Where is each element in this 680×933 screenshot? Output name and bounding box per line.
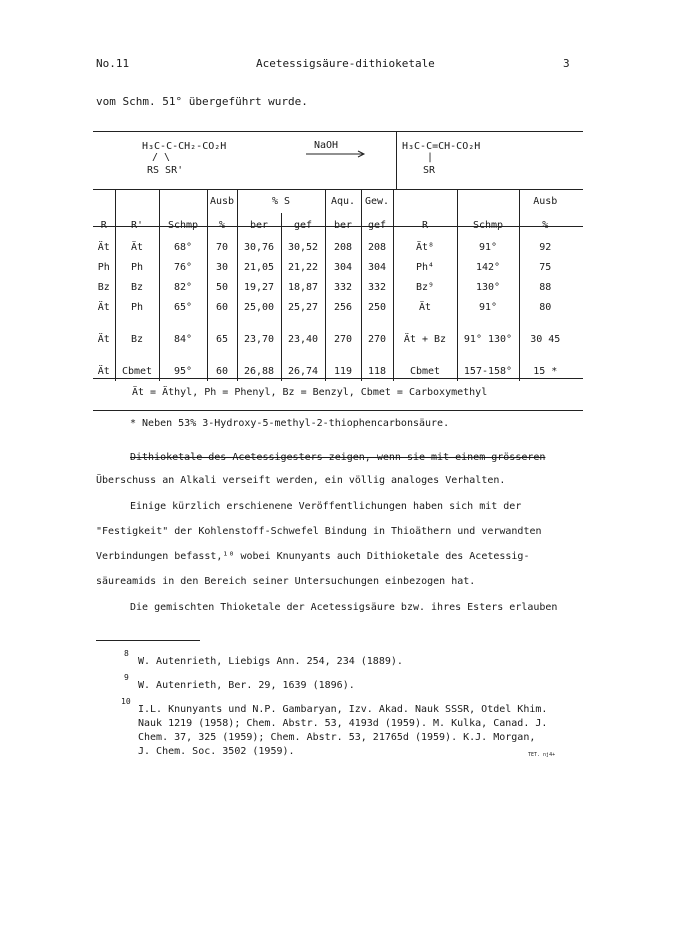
- header-cell: Schmp: [457, 213, 519, 237]
- table-cell: 26,74: [281, 361, 325, 381]
- paragraph-line: "Festigkeit" der Kohlenstoff-Schwefel Bindung in Thioäthern und verwandten: [96, 526, 542, 537]
- table-cell: 70: [207, 237, 237, 257]
- table-cell: 65°: [159, 297, 207, 317]
- table-cell: Ät: [393, 297, 457, 317]
- footnote-number: 8: [124, 649, 129, 658]
- table-cell: Cbmet: [115, 361, 159, 381]
- footnote-number: 10: [121, 697, 131, 706]
- running-title: Acetessigsäure-dithioketale: [256, 57, 435, 70]
- table-cell: 26,88: [237, 361, 281, 381]
- scheme-divider: [396, 131, 397, 189]
- header-cell: [115, 189, 159, 213]
- table-cell: 30: [207, 257, 237, 277]
- table-cell: Ät: [97, 241, 110, 253]
- table-cell: 88: [519, 277, 571, 297]
- table-cell: Ät: [97, 365, 110, 377]
- table-cell: 142°: [457, 257, 519, 277]
- table-cell: 82°: [159, 277, 207, 297]
- table-cell: 25,00: [237, 297, 281, 317]
- table-cell: 304: [325, 257, 361, 277]
- stamp-mark: TET. nj4+: [528, 752, 556, 758]
- header-cell: %: [519, 213, 571, 237]
- table-cell: Ph: [97, 261, 110, 273]
- header-cell: [393, 189, 457, 213]
- table-cell: 80: [519, 297, 571, 317]
- table-cell: Ät⁸: [393, 237, 457, 257]
- table-cell: 65: [207, 317, 237, 361]
- paragraph-line: säureamids in den Bereich seiner Untersuchungen einbezogen hat.: [96, 576, 476, 587]
- table-cell: 30 45: [519, 317, 571, 361]
- footnote-10-line: Nauk 1219 (1958); Chem. Abstr. 53, 4193d (1959). M. Kulka, Canad. J.: [138, 718, 548, 729]
- table-cell: 95°: [159, 361, 207, 381]
- header-left: No.11: [96, 57, 130, 70]
- header-cell: [159, 189, 207, 213]
- table-cell: 25,27: [281, 297, 325, 317]
- footnote-number: 9: [124, 673, 129, 682]
- table-cell: 304: [361, 257, 393, 277]
- table-cell: 130°: [457, 277, 519, 297]
- table-cell: Bz: [115, 317, 159, 361]
- table-cell: 332: [361, 277, 393, 297]
- table-cell: Ph: [115, 257, 159, 277]
- table-cell: 23,70: [237, 317, 281, 361]
- header-cell: [457, 189, 519, 213]
- header-cell: [93, 189, 115, 213]
- table-cell: 19,27: [237, 277, 281, 297]
- table-cell: 18,87: [281, 277, 325, 297]
- table-cell: 91°: [457, 237, 519, 257]
- header-cell: R': [115, 213, 159, 237]
- table-cell: 76°: [159, 257, 207, 277]
- table-cell: 332: [325, 277, 361, 297]
- table-cell: 21,22: [281, 257, 325, 277]
- table-cell: 119: [325, 361, 361, 381]
- product-formula: H₃C-C=CH-CO₂H: [402, 141, 481, 152]
- table-cell: Bz: [97, 281, 110, 293]
- table-cell: 92: [519, 237, 571, 257]
- table-cell: 60: [207, 361, 237, 381]
- table-cell: 84°: [159, 317, 207, 361]
- reagent-label: NaOH: [314, 140, 339, 151]
- header-cell: %: [207, 213, 237, 237]
- table-cell: Ät: [115, 237, 159, 257]
- table-cell: Ät: [97, 301, 110, 313]
- legend-bottom-rule: [93, 410, 583, 411]
- header-cell: R: [100, 219, 107, 231]
- table-header-row-top: [93, 189, 571, 213]
- header-cell: Ausb: [519, 189, 571, 213]
- table-cell: Ph: [115, 297, 159, 317]
- reactant-bonds: / \: [152, 152, 171, 163]
- table-cell: 15 *: [519, 361, 571, 381]
- table-top-rule: [93, 131, 583, 132]
- table-row: [93, 361, 571, 381]
- table-cell: Bz⁹: [393, 277, 457, 297]
- table-footnote: * Neben 53% 3-Hydroxy-5-methyl-2-thiophencarbonsäure.: [130, 418, 450, 429]
- page-number: 3: [563, 57, 570, 70]
- table-row: [93, 277, 571, 297]
- abbreviation-legend: Ät = Äthyl, Ph = Phenyl, Bz = Benzyl, Cbmet = Carboxymethyl: [132, 387, 488, 398]
- table-cell: 157-158°: [457, 361, 519, 381]
- footnote-9: W. Autenrieth, Ber. 29, 1639 (1896).: [138, 680, 355, 691]
- table-cell: 30,76: [237, 237, 281, 257]
- table-cell: 21,05: [237, 257, 281, 277]
- header-cell: R: [393, 213, 457, 237]
- product-bond: |: [427, 152, 434, 163]
- footnote-8: W. Autenrieth, Liebigs Ann. 254, 234 (1889).: [138, 656, 403, 667]
- table-cell: Ät: [97, 333, 110, 345]
- table-cell: Ät + Bz: [393, 317, 457, 361]
- table-row: [93, 317, 571, 361]
- table-cell: 256: [325, 297, 361, 317]
- paragraph-line: Verbindungen befasst,¹⁰ wobei Knunyants auch Dithioketale des Acetessig-: [96, 551, 530, 562]
- table-cell: 118: [361, 361, 393, 381]
- table-cell: 23,40: [281, 317, 325, 361]
- footnote-10-line: Chem. 37, 325 (1959); Chem. Abstr. 53, 21765d (1959). K.J. Morgan,: [138, 732, 536, 743]
- header-cell: Gew.: [361, 189, 393, 213]
- table-row: [93, 297, 571, 317]
- data-table: [93, 189, 571, 381]
- table-row: [93, 257, 571, 277]
- header-cell: gef: [361, 213, 393, 237]
- reactant-formula: H₃C-C-CH₂-CO₂H: [142, 141, 227, 152]
- table-cell: 68°: [159, 237, 207, 257]
- header-cell: Aqu.: [325, 189, 361, 213]
- table-row: [93, 237, 571, 257]
- paragraph-line: Dithioketale des Acetessigesters zeigen, wenn sie mit einem grösseren: [130, 452, 546, 463]
- header-cell: ber: [237, 213, 281, 237]
- table-cell: Cbmet: [393, 361, 457, 381]
- paragraph-line: Die gemischten Thioketale der Acetessigsäure bzw. ihres Esters erlauben: [130, 602, 558, 613]
- header-cell: Ausb: [207, 189, 237, 213]
- table-header-row-bottom: [93, 213, 571, 237]
- footnote-separator: [96, 640, 200, 641]
- paragraph-line: Überschuss an Alkali verseift werden, ein völlig analoges Verhalten.: [96, 475, 506, 486]
- header-cell: gef: [281, 213, 325, 237]
- reactant-substituents: RS SR': [147, 165, 184, 176]
- header-cell: % S: [237, 189, 325, 213]
- table-cell: 60: [207, 297, 237, 317]
- intro-line: vom Schm. 51° übergeführt wurde.: [96, 95, 308, 108]
- table-cell: Ph⁴: [393, 257, 457, 277]
- table-cell: 91°: [457, 297, 519, 317]
- table-cell: 250: [361, 297, 393, 317]
- table-cell: 270: [325, 317, 361, 361]
- table-cell: 208: [325, 237, 361, 257]
- footnote-10-line: I.L. Knunyants und N.P. Gambaryan, Izv. Akad. Nauk SSSR, Otdel Khim.: [138, 704, 548, 715]
- paragraph-line: Einige kürzlich erschienene Veröffentlichungen haben sich mit der: [130, 501, 522, 512]
- table-cell: 270: [361, 317, 393, 361]
- header-cell: Schmp: [159, 213, 207, 237]
- table-cell: 75: [519, 257, 571, 277]
- product-substituent: SR: [423, 165, 436, 176]
- table-cell: 91° 130°: [457, 317, 519, 361]
- table-cell: Bz: [115, 277, 159, 297]
- table-cell: 30,52: [281, 237, 325, 257]
- header-cell: ber: [325, 213, 361, 237]
- reaction-arrow-icon: [306, 150, 368, 158]
- table-cell: 50: [207, 277, 237, 297]
- footnote-10-line: J. Chem. Soc. 3502 (1959).: [138, 746, 295, 757]
- table-cell: 208: [361, 237, 393, 257]
